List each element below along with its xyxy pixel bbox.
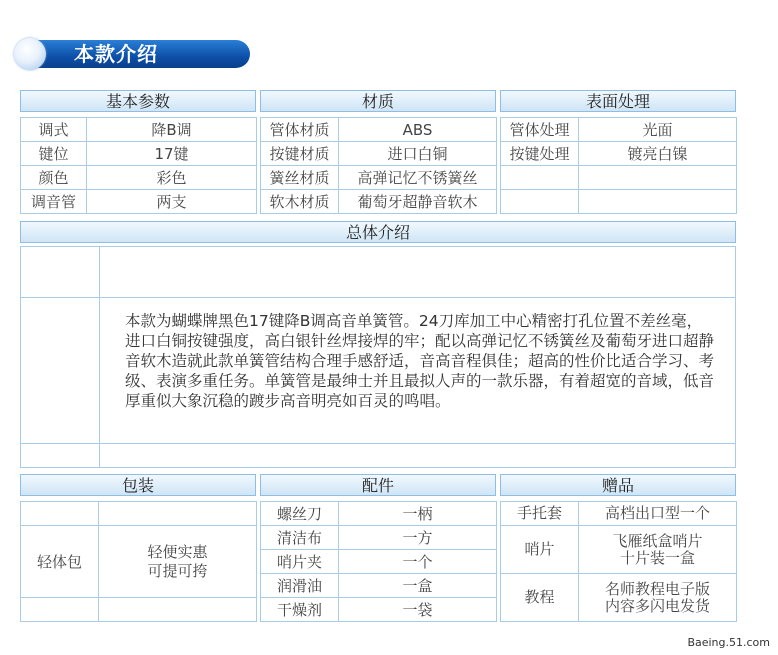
- overview-text: 本款为蝴蝶牌黑色17键降B调高音单簧管。24刀库加工中心精密打孔位置不差丝毫，进口白铜按键强度，高白银针丝焊接焊的牢；配以高弹记忆不锈簧丝及葡萄牙进口超静音软木造就此款单簧管结构合理手感舒适，音高音程俱佳；超高的性价比适合学习、考级、表演多重任务。单簧管是最绅士并且最拟人声的一款乐器，有着超宽的音域，低音厚重似大象沉稳的踱步高音明亮如百灵的鸣唱。: [125, 312, 715, 410]
- gift-item: 手托套: [501, 502, 579, 526]
- accessory-item: 哨片夹: [261, 550, 339, 574]
- accessory-item: 清洁布: [261, 526, 339, 550]
- overview-divider: [21, 297, 735, 298]
- accessory-qty: 一袋: [339, 598, 497, 622]
- gift-desc: [579, 502, 737, 526]
- gift-desc-line: 名师教程电子版: [604, 579, 710, 598]
- accessory-qty: 一方: [339, 526, 497, 550]
- param-value: 两支: [87, 190, 257, 214]
- package-header: 包装: [20, 474, 256, 496]
- param-value: 彩色: [87, 166, 257, 190]
- surface-label: 管体处理: [501, 118, 579, 142]
- gift-desc: [579, 574, 737, 622]
- gift-desc-line: 十片装一盒: [619, 548, 695, 567]
- overview-divider: [99, 247, 100, 467]
- surface-label: 按键处理: [501, 142, 579, 166]
- material-label: 软木材质: [261, 190, 339, 214]
- gift-item: 哨片: [501, 526, 579, 574]
- accessory-qty: 一个: [339, 550, 497, 574]
- material-value: 高弹记忆不锈簧丝: [339, 166, 497, 190]
- section-banner: [14, 38, 252, 70]
- material-table: [260, 117, 497, 214]
- accessory-item: 螺丝刀: [261, 502, 339, 526]
- surface-value: [579, 190, 737, 214]
- package-desc-line: 轻便实惠: [147, 542, 208, 561]
- surface-label: [501, 190, 579, 214]
- material-header: 材质: [260, 90, 496, 112]
- overview-header: 总体介绍: [20, 221, 736, 243]
- param-value: 17键: [87, 142, 257, 166]
- banner-title: 本款介绍: [74, 42, 158, 66]
- gift-desc-line: 飞雁纸盒哨片: [612, 531, 703, 550]
- accessories-table: [260, 501, 497, 622]
- gift-desc-line: 高档出口型一个: [604, 504, 710, 522]
- surface-value: [579, 166, 737, 190]
- gifts-header: 赠品: [500, 474, 736, 496]
- accessories-header: 配件: [260, 474, 496, 496]
- material-value: 进口白铜: [339, 142, 497, 166]
- params-table: [20, 117, 257, 214]
- gifts-table: [500, 501, 737, 622]
- package-table: [20, 501, 257, 622]
- accessory-item: 润滑油: [261, 574, 339, 598]
- surface-label: [501, 166, 579, 190]
- param-value: 降B调: [87, 118, 257, 142]
- surface-table: [500, 117, 737, 214]
- params-header: 基本参数: [20, 90, 256, 112]
- accessory-item: 干燥剂: [261, 598, 339, 622]
- surface-header: 表面处理: [500, 90, 736, 112]
- accessory-qty: 一盒: [339, 574, 497, 598]
- site-watermark: Baeing.51.com: [687, 636, 770, 649]
- param-label: 调音管: [21, 190, 87, 214]
- surface-value: 镀亮白镍: [579, 142, 737, 166]
- gift-desc: [579, 526, 737, 574]
- material-value: ABS: [339, 118, 497, 142]
- gift-item: 教程: [501, 574, 579, 622]
- banner-circle-icon: [14, 38, 46, 70]
- accessory-qty: 一柄: [339, 502, 497, 526]
- surface-value: 光面: [579, 118, 737, 142]
- material-label: 按键材质: [261, 142, 339, 166]
- material-value: 葡萄牙超静音软木: [339, 190, 497, 214]
- package-label: 轻体包: [21, 526, 99, 598]
- overview-divider: [21, 443, 735, 444]
- material-label: 管体材质: [261, 118, 339, 142]
- material-label: 簧丝材质: [261, 166, 339, 190]
- overview-box: [20, 246, 736, 468]
- package-desc: [99, 526, 257, 598]
- package-desc-line: 可提可挎: [147, 561, 208, 580]
- param-label: 调式: [21, 118, 87, 142]
- param-label: 键位: [21, 142, 87, 166]
- gift-desc-line: 内容多闪电发货: [604, 596, 710, 615]
- param-label: 颜色: [21, 166, 87, 190]
